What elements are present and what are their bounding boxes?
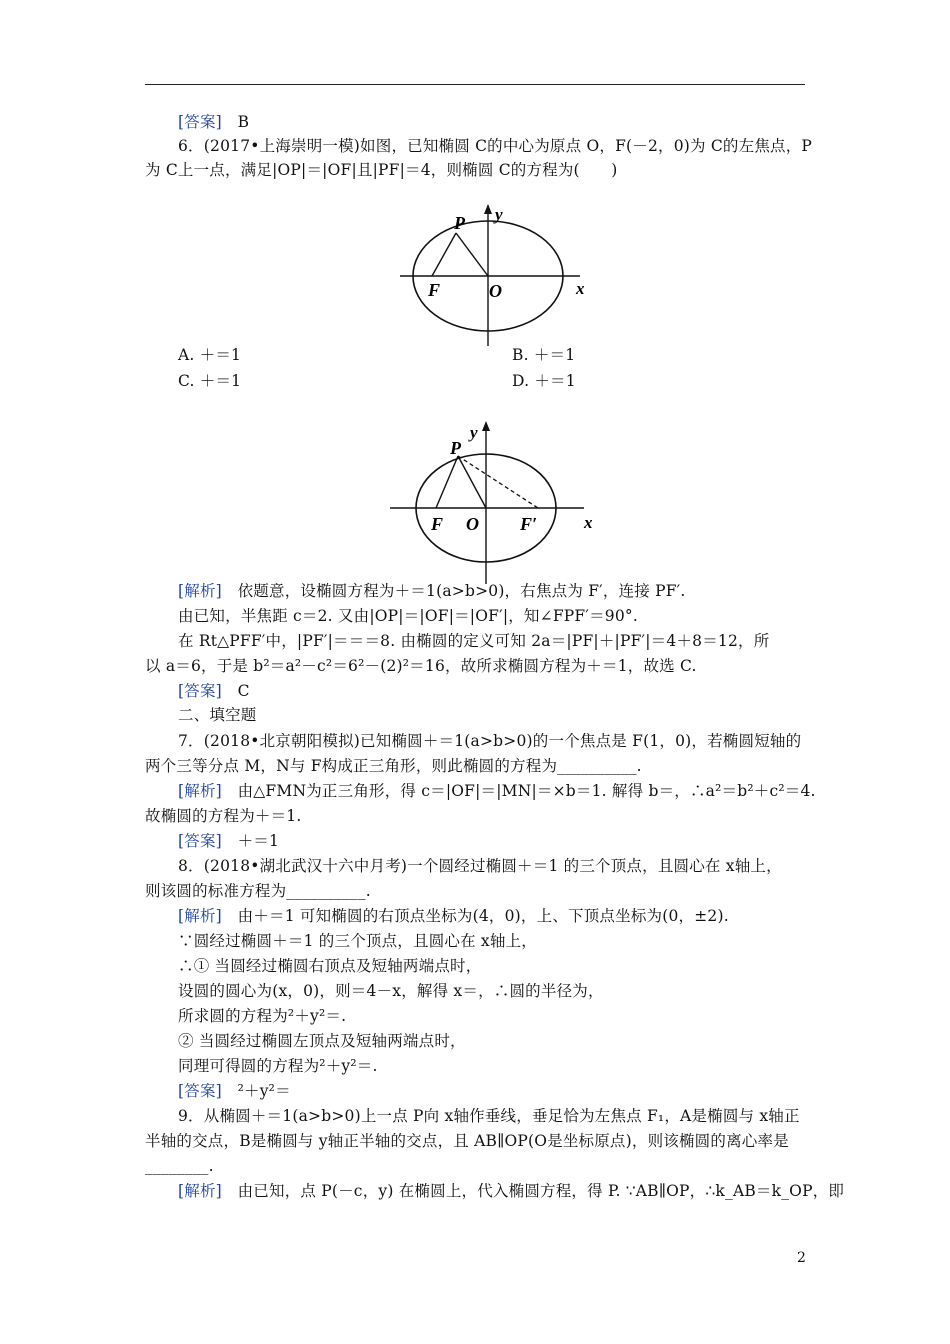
line-text: B. ＋＝1 [512, 346, 576, 364]
text-line [178, 1181, 844, 1201]
label-O: O [489, 281, 502, 301]
line-text: A. ＋＝1 [178, 346, 242, 364]
section-tag: [解析] [178, 782, 222, 800]
line-text: C. ＋＝1 [178, 372, 242, 390]
text-line [178, 136, 812, 156]
line-text: D. ＋＝1 [512, 372, 576, 390]
header-rule [145, 84, 805, 85]
line-text: 设圆的圆心为(x，0)，则＝4－x，解得 x＝，∴圆的半径为， [178, 982, 604, 1000]
text-line [178, 831, 279, 851]
section-tag: [答案] [178, 1082, 222, 1100]
text-line [178, 856, 782, 876]
ellipse-figure-1 [398, 200, 598, 350]
text-line [178, 681, 250, 701]
text-line [178, 1081, 291, 1101]
section-tag: [解析] [178, 1182, 222, 1200]
text-line [178, 981, 604, 1001]
line-text: 半轴的交点，B是椭圆与 y轴正半轴的交点，且 AB∥OP(O是坐标原点)，则该椭圆的离心率是 [145, 1132, 789, 1150]
line-text: 6．(2017•上海崇明一模)如图，已知椭圆 C的中心为原点 O，F(－2，0)为 C的左焦点，P [178, 137, 813, 155]
line-text: 两个三等分点 M，N与 F构成正三角形，则此椭圆的方程为__________. [145, 757, 642, 775]
line-text: 由＋＝1 可知椭圆的右顶点坐标为(4，0)，上、下顶点坐标为(0，±2). [221, 907, 729, 925]
line-text: 由△FMN为正三角形，得 c＝|OF|＝|MN|＝×b＝1. 解得 b＝，∴a²＝b²＋c²＝4. [221, 782, 816, 800]
line-text: 则该圆的标准方程为__________. [145, 882, 371, 900]
line-text: 由已知，半焦距 c＝2. 又由|OP|＝|OF|＝|OF′|，知∠FPF′＝90°. [178, 607, 638, 625]
text-line [178, 705, 257, 725]
line-text: 8．(2018•湖北武汉十六中月考)一个圆经过椭圆＋＝1 的三个顶点，且圆心在 x轴上， [178, 857, 782, 875]
text-line [145, 806, 302, 826]
label-P: P [450, 438, 461, 458]
text-line [178, 1106, 800, 1126]
label-y: y [495, 205, 503, 224]
line-text: ∴① 当圆经过椭圆右顶点及短轴两端点时， [178, 957, 482, 975]
label-F-prime: F′ [520, 514, 538, 534]
line-text: 为 C上一点，满足|OP|＝|OF|且|PF|＝4，则椭圆 C的方程为( ) [145, 161, 618, 179]
section-tag: [解析] [178, 582, 222, 600]
text-line [145, 756, 642, 776]
text-line [178, 345, 241, 365]
text-line [145, 656, 697, 676]
text-line [178, 1056, 378, 1076]
text-line [145, 1156, 214, 1176]
text-line [145, 160, 617, 180]
text-line [178, 631, 769, 651]
text-line [145, 881, 371, 901]
ellipse-figure-2 [388, 418, 608, 588]
line-text: 以 a＝6，于是 b²＝a²－c²＝6²－(2)²＝16，故所求椭圆方程为＋＝1，故选 C. [145, 657, 697, 675]
line-text: 二、填空题 [178, 706, 257, 724]
segment-PO [458, 456, 486, 508]
line-text: B [221, 113, 250, 131]
segment-PF [432, 233, 456, 276]
line-text: 9．从椭圆＋＝1(a>b>0)上一点 P向 x轴作垂线，垂足恰为左焦点 F₁，A是椭圆与 x轴正 [178, 1107, 800, 1125]
section-tag: [答案] [178, 832, 222, 850]
label-x: x [584, 513, 593, 532]
label-y: y [470, 423, 478, 442]
label-P: P [454, 213, 465, 233]
text-line [145, 1131, 789, 1151]
line-text: ________. [145, 1157, 214, 1175]
segment-PO [456, 233, 488, 276]
label-O: O [466, 514, 479, 534]
label-F: F [428, 280, 441, 300]
text-line [178, 956, 481, 976]
line-text: ＋＝1 [221, 832, 280, 850]
text-line [178, 112, 249, 132]
line-text: 7．(2018•北京朝阳模拟)已知椭圆＋＝1(a>b>0)的一个焦点是 F(1，0)，若椭圆短轴的 [178, 732, 802, 750]
text-line [178, 1006, 346, 1026]
text-line [178, 731, 801, 751]
line-text: 在 Rt△PFF′中，|PF′|＝＝＝8. 由椭圆的定义可知 2a＝|PF|＋|PF′|＝4＋8＝12，所 [178, 632, 770, 650]
line-text: 故椭圆的方程为＋＝1. [145, 807, 302, 825]
line-text: 依题意，设椭圆方程为＋＝1(a>b>0)，右焦点为 F′，连接 PF′. [221, 582, 686, 600]
label-x: x [576, 279, 585, 298]
y-axis-arrow [482, 421, 490, 431]
section-tag: [解析] [178, 907, 222, 925]
line-text: 由已知，点 P(－c，y) 在椭圆上，代入椭圆方程，得 P. ∵AB∥OP，∴k_AB＝k_OP，即 [221, 1182, 845, 1200]
section-tag: [答案] [178, 113, 222, 131]
line-text: ²＋y²＝ [221, 1082, 291, 1100]
text-line [178, 1031, 466, 1051]
text-line [178, 906, 729, 926]
line-text: ∵圆经过椭圆＋＝1 的三个顶点，且圆心在 x轴上， [178, 932, 537, 950]
text-line [178, 931, 537, 951]
line-text: ② 当圆经过椭圆左顶点及短轴两端点时， [178, 1032, 466, 1050]
y-axis-arrow [484, 204, 492, 214]
line-text: C [221, 682, 250, 700]
line-text: 同理可得圆的方程为²＋y²＝. [178, 1057, 378, 1075]
text-line [178, 606, 638, 626]
text-line [178, 371, 241, 391]
label-F: F [431, 514, 444, 534]
page-number: 2 [797, 1250, 806, 1266]
text-line [512, 371, 576, 391]
section-tag: [答案] [178, 682, 222, 700]
text-line [178, 781, 816, 801]
line-text: 所求圆的方程为²＋y²＝. [178, 1007, 347, 1025]
